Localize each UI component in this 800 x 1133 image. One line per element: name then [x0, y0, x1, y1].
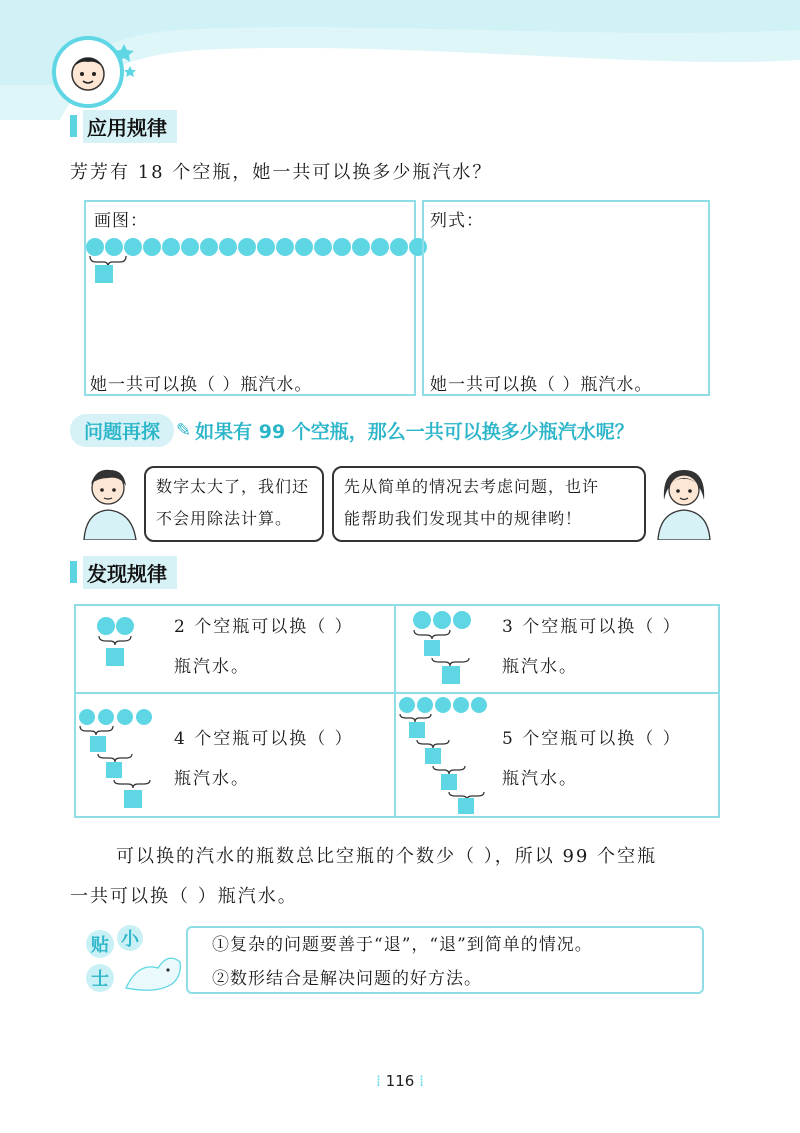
explore-label: 问题再探 — [70, 414, 174, 447]
cell-2-line-2: 瓶汽水。 — [174, 657, 250, 677]
tips-badge-icon — [86, 922, 186, 998]
bottle-circle — [314, 238, 332, 256]
formula-label: 列式： — [430, 211, 484, 231]
cell-5-line-1: 5 个空瓶可以换（ ） — [502, 729, 682, 749]
explore-question: 如果有 99 个空瓶，那么一共可以换多少瓶汽水呢？ — [195, 420, 634, 443]
bottle-circle — [295, 238, 313, 256]
section-title-apply — [70, 110, 177, 142]
bottle-circle — [200, 238, 218, 256]
explore-banner — [70, 414, 634, 446]
bottle-circle — [371, 238, 389, 256]
cell-3-diagram-icon — [412, 610, 492, 684]
cell-4-diagram-icon — [78, 708, 164, 812]
bottle-circle — [276, 238, 294, 256]
soda-square — [95, 265, 113, 283]
boy-line-1: 数字太大了，我们还 — [156, 477, 310, 496]
girl-illustration-icon — [650, 460, 716, 540]
bottle-circle — [333, 238, 351, 256]
question-text: 芳芳有 18 个空瓶，她一共可以换多少瓶汽水？ — [70, 162, 493, 183]
pencil-icon: ✎ — [176, 419, 192, 441]
section-title-apply-label: 应用规律 — [83, 110, 177, 143]
tip-item-1: ①复杂的问题要善于“退”，“退”到简单的情况。 — [212, 935, 593, 955]
boy-speech-bubble — [144, 466, 324, 542]
svg-text:士: 士 — [91, 969, 109, 990]
girl-line-2: 能帮助我们发现其中的规律哟！ — [344, 509, 583, 528]
cell-3-line-2: 瓶汽水。 — [502, 657, 578, 677]
cell-5-line-2: 瓶汽水。 — [502, 769, 578, 789]
bottle-circle — [352, 238, 370, 256]
cell-4-line-2: 瓶汽水。 — [174, 769, 250, 789]
bottle-circle — [143, 238, 161, 256]
bottle-row — [86, 238, 427, 256]
drawing-answer: 她一共可以换（ ）瓶汽水。 — [90, 375, 313, 395]
section-title-discover-label: 发现规律 — [83, 556, 177, 589]
bottle-circle — [257, 238, 275, 256]
section-title-discover — [70, 556, 177, 588]
bottle-circle — [390, 238, 408, 256]
cell-4-line-1: 4 个空瓶可以换（ ） — [174, 729, 354, 749]
boy-illustration-icon — [78, 460, 140, 540]
boy-line-2: 不会用除法计算。 — [156, 509, 293, 528]
bottle-circle — [162, 238, 180, 256]
mascot-badge-icon — [48, 30, 138, 110]
bottle-circle — [219, 238, 237, 256]
conclusion-line-2: 一共可以换（ ）瓶汽水。 — [70, 886, 298, 907]
drawing-label: 画图： — [94, 211, 148, 231]
girl-speech-bubble — [332, 466, 646, 542]
svg-text:小: 小 — [121, 929, 139, 950]
bottle-circle — [181, 238, 199, 256]
girl-line-1: 先从简单的情况去考虑问题，也许 — [344, 477, 600, 496]
cell-2-diagram-icon — [96, 616, 146, 668]
cell-2-line-1: 2 个空瓶可以换（ ） — [174, 617, 354, 637]
cell-5-diagram-icon — [398, 696, 498, 814]
formula-answer: 她一共可以换（ ）瓶汽水。 — [430, 375, 653, 395]
bottle-circle — [238, 238, 256, 256]
cell-3-line-1: 3 个空瓶可以换（ ） — [502, 617, 682, 637]
page-number: ⁞ 116 ⁞ — [376, 1072, 424, 1090]
tip-item-2: ②数形结合是解决问题的好方法。 — [212, 969, 482, 989]
conclusion-line-1: 可以换的汽水的瓶数总比空瓶的个数少（ ），所以 99 个空瓶 — [116, 846, 658, 867]
page-number-value: 116 — [385, 1072, 415, 1090]
svg-text:贴: 贴 — [91, 935, 109, 956]
